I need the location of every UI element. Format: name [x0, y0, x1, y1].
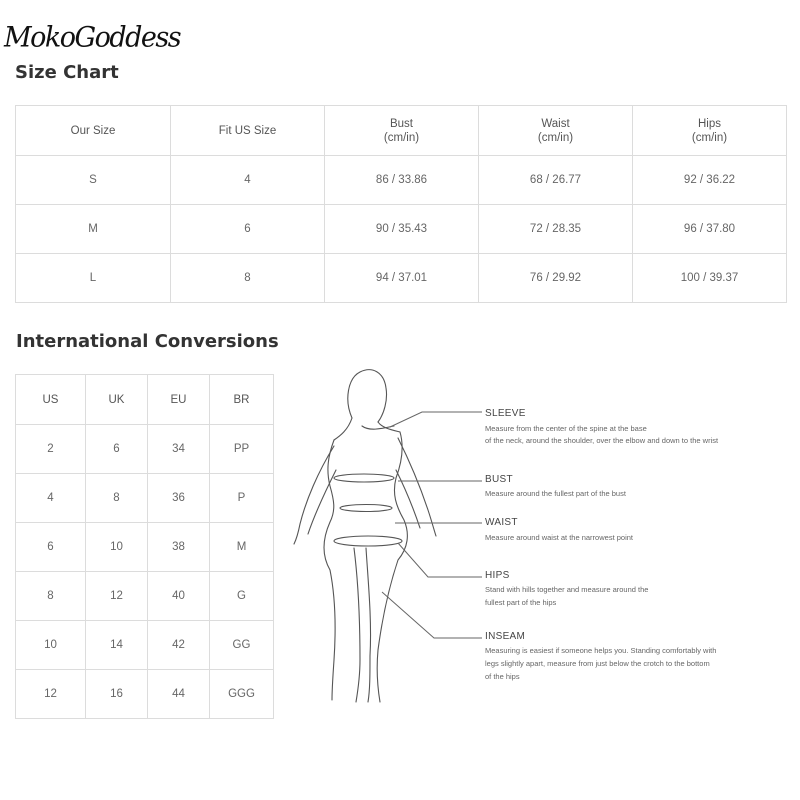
cell-br: G: [210, 572, 274, 621]
cell-uk: 14: [86, 621, 148, 670]
label-inseam-title: INSEAM: [485, 631, 526, 642]
cell-us: 12: [16, 670, 86, 719]
table-row: [16, 254, 787, 303]
label-sleeve: [485, 408, 719, 445]
cell-hips: 96 / 37.80: [633, 205, 787, 254]
cell-fit-us: 4: [171, 156, 325, 205]
cell-bust: 86 / 33.86: [325, 156, 479, 205]
cell-waist: 72 / 28.35: [479, 205, 633, 254]
conversions-header-row: [16, 375, 274, 425]
cell-bust: 90 / 35.43: [325, 205, 479, 254]
header-uk: UK: [86, 375, 148, 425]
label-hips-desc-2: fullest part of the hips: [485, 598, 557, 607]
cell-eu: 40: [148, 572, 210, 621]
cell-eu: 34: [148, 425, 210, 474]
cell-eu: 38: [148, 523, 210, 572]
size-chart-header-row: [16, 106, 787, 156]
cell-uk: 10: [86, 523, 148, 572]
label-waist: [485, 517, 634, 542]
cell-uk: 6: [86, 425, 148, 474]
label-sleeve-desc-1: Measure from the center of the spine at the base: [485, 424, 647, 433]
table-row: [16, 523, 274, 572]
header-bust-label: Bust: [389, 117, 413, 130]
header-bust: [325, 106, 479, 156]
label-sleeve-title: SLEEVE: [485, 408, 526, 419]
label-hips: [485, 570, 648, 607]
cell-us: 4: [16, 474, 86, 523]
cell-us: 10: [16, 621, 86, 670]
label-hips-desc-1: Stand with hills together and measure around the: [485, 585, 649, 594]
cell-us: 8: [16, 572, 86, 621]
cell-fit-us: 6: [171, 205, 325, 254]
label-bust: [485, 474, 627, 498]
table-row: [16, 474, 274, 523]
label-bust-title: BUST: [485, 474, 513, 485]
cell-our-size: S: [16, 156, 171, 205]
header-hips: [633, 106, 787, 156]
cell-eu: 36: [148, 474, 210, 523]
table-row: [16, 670, 274, 719]
header-fit-us-size: Fit US Size: [171, 106, 325, 156]
label-hips-title: HIPS: [485, 570, 510, 581]
cell-our-size: L: [16, 254, 171, 303]
cell-uk: 16: [86, 670, 148, 719]
table-row: [16, 205, 787, 254]
header-eu: EU: [148, 375, 210, 425]
cell-waist: 76 / 29.92: [479, 254, 633, 303]
cell-br: PP: [210, 425, 274, 474]
label-inseam-desc-2: legs slightly apart, measure from just below the crotch to the bottom: [485, 659, 710, 668]
body-figure-illustration: [294, 370, 436, 702]
cell-bust: 94 / 37.01: [325, 254, 479, 303]
cell-us: 6: [16, 523, 86, 572]
cell-hips: 100 / 39.37: [633, 254, 787, 303]
label-bust-desc: Measure around the fullest part of the bust: [485, 489, 626, 498]
cell-eu: 42: [148, 621, 210, 670]
label-sleeve-desc-2: of the neck, around the shoulder, over the elbow and down to the wrist: [485, 436, 719, 445]
leader-lines: [382, 412, 482, 638]
cell-hips: 92 / 36.22: [633, 156, 787, 205]
header-our-size: Our Size: [16, 106, 171, 156]
measurement-guide: [286, 362, 800, 712]
cell-br: M: [210, 523, 274, 572]
header-waist: [479, 106, 633, 156]
label-waist-title: WAIST: [485, 517, 518, 528]
header-waist-unit: (cm/in): [537, 131, 574, 144]
header-br: BR: [210, 375, 274, 425]
cell-waist: 68 / 26.77: [479, 156, 633, 205]
cell-uk: 8: [86, 474, 148, 523]
cell-uk: 12: [86, 572, 148, 621]
table-row: [16, 621, 274, 670]
size-chart-table: [15, 105, 787, 303]
header-us: US: [16, 375, 86, 425]
label-waist-desc: Measure around waist at the narrowest point: [485, 533, 633, 542]
conversions-title: International Conversions: [16, 331, 279, 352]
label-inseam: [485, 631, 716, 681]
table-row: [16, 425, 274, 474]
conversions-table: [15, 374, 274, 719]
label-inseam-desc-3: of the hips: [485, 672, 520, 681]
table-row: [16, 156, 787, 205]
header-waist-label: Waist: [541, 117, 570, 130]
brand-logo: MokoGoddess: [4, 21, 181, 54]
cell-us: 2: [16, 425, 86, 474]
size-chart-title: Size Chart: [15, 62, 119, 83]
cell-br: GGG: [210, 670, 274, 719]
header-bust-unit: (cm/in): [383, 131, 420, 144]
cell-fit-us: 8: [171, 254, 325, 303]
header-hips-label: Hips: [697, 117, 721, 130]
cell-br: P: [210, 474, 274, 523]
header-hips-unit: (cm/in): [691, 131, 728, 144]
label-inseam-desc-1: Measuring is easiest if someone helps you. Standing comfortably with: [485, 646, 717, 655]
cell-br: GG: [210, 621, 274, 670]
table-row: [16, 572, 274, 621]
cell-our-size: M: [16, 205, 171, 254]
cell-eu: 44: [148, 670, 210, 719]
